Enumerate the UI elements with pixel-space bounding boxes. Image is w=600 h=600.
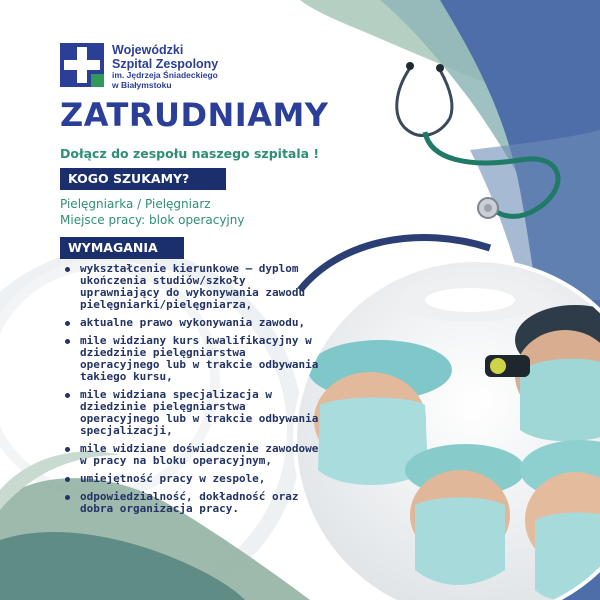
requirement-item: odpowiedzialność, dokładność oraz dobra organizacja pracy.	[60, 491, 325, 515]
section-heading-who: KOGO SZUKAMY?	[60, 168, 226, 190]
position-info	[60, 196, 244, 228]
requirement-item: aktualne prawo wykonywania zawodu,	[60, 317, 325, 329]
requirement-item: umiejętność pracy w zespole,	[60, 473, 325, 485]
section-heading-requirements: WYMAGANIA	[60, 237, 184, 259]
hospital-cross-logo-icon	[60, 43, 104, 87]
subheadline: Dołącz do zespołu naszego szpitala !	[60, 146, 320, 161]
surgical-team-photo	[290, 255, 600, 600]
requirement-item: mile widziane doświadczenie zawodowe w pracy na bloku operacyjnym,	[60, 443, 325, 467]
requirement-item: wykształcenie kierunkowe – dyplom ukończenia studiów/szkoły uprawniający do wykonywania zawodu pielęgniarki/pielęgniarza,	[60, 263, 325, 311]
headline: ZATRUDNIAMY	[60, 96, 329, 134]
hospital-logo[interactable]	[60, 43, 240, 93]
logo-line3: im. Jędrzeja Śniadeckiego	[112, 70, 218, 80]
requirement-item: mile widziany kurs kwalifikacyjny w dziedzinie pielęgniarstwa operacyjnego lub w trakcie odbywania takiego kursu,	[60, 335, 325, 383]
logo-line4: w Białymstoku	[112, 79, 172, 90]
logo-line2: Szpital Zespolony	[112, 57, 219, 71]
workplace: Miejsce pracy: blok operacyjny	[60, 213, 245, 227]
requirements-list	[60, 263, 325, 521]
logo-line1: Wojewódzki	[112, 43, 184, 57]
logo-text	[112, 43, 218, 90]
position-title: Pielęgniarka / Pielęgniarz	[60, 197, 211, 211]
requirement-item: mile widziana specjalizacja w dziedzinie pielęgniarstwa operacyjnego lub w trakcie odbywania specjalizacji,	[60, 389, 325, 437]
